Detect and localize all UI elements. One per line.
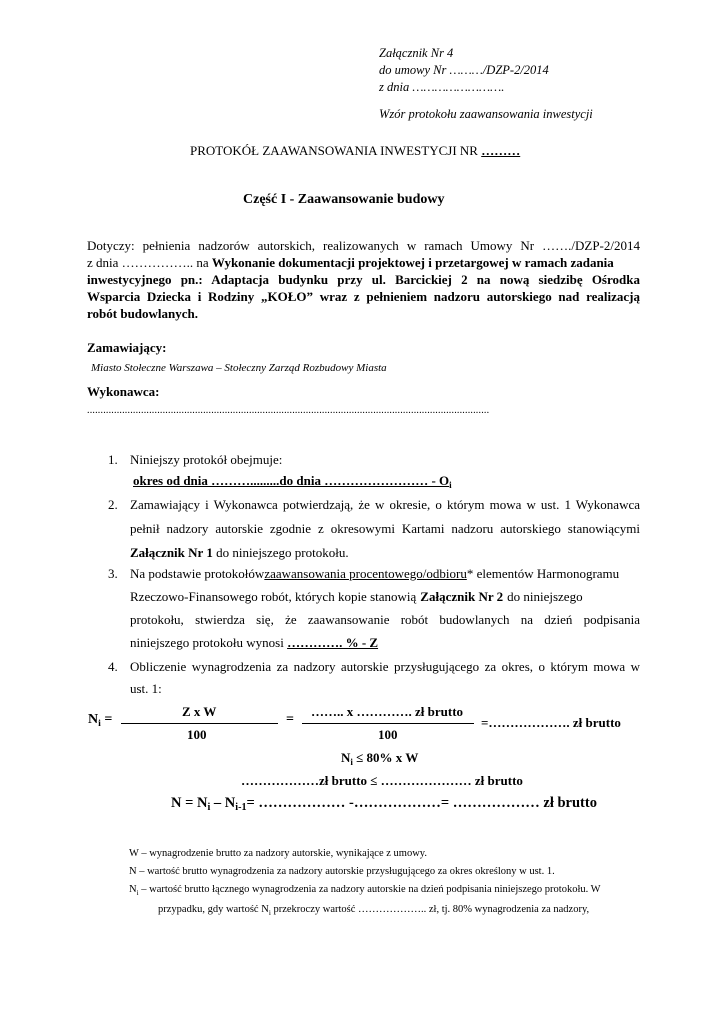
item-4-line-2: ust. 1: <box>130 681 162 696</box>
page-title <box>190 143 520 159</box>
contractor-label: Wykonawca: <box>87 384 160 399</box>
formula-condition-n: N <box>341 750 351 765</box>
item-3-line-2-b: do niniejszego <box>507 589 583 604</box>
title-text: PROTOKÓŁ ZAAWANSOWANIA INWESTYCJI NR <box>190 143 482 158</box>
item-3-line-2-a: Rzeczowo-Finansowego robót, których kopie stanowią <box>130 589 417 604</box>
formula-final-b: – N <box>210 795 236 811</box>
legend-ni-cont-sub: i <box>268 908 271 917</box>
formula-final-c: = ……………… -………………= ……………… zł brutto <box>246 795 597 811</box>
item-3-attachment: Załącznik Nr 2 <box>420 589 504 604</box>
formula-limit: ………………zł brutto ≤ ………………… zł brutto <box>241 773 523 788</box>
item-2-line-1: Zamawiający i Wykonawca potwierdzają, że w okresie, o którym mowa w ust. 1 Wykonawca <box>130 497 640 512</box>
formula-equals: = <box>286 712 294 727</box>
legend-w: W – wynagrodzenie brutto za nadzory autorskie, wynikające z umowy. <box>129 848 427 859</box>
item-2-number: 2. <box>108 497 118 512</box>
item-1-period <box>133 473 452 489</box>
item-1-text: Niniejszy protokół obejmuje: <box>130 452 283 467</box>
item-1-period-text: okres od dnia ……….........do dnia …………………… - O <box>133 473 450 488</box>
formula-fraction-2-bar <box>302 723 474 724</box>
item-1-period-sub: i <box>449 480 452 490</box>
item-2-text <box>130 497 640 569</box>
item-3-line-4-a: niniejszego protokołu wynosi <box>130 635 288 650</box>
subject-line-3: inwestycyjnego pn.: Adaptacja budynku przy ul. Barcickiej 2 na nową siedzibę Ośrodka <box>87 272 640 287</box>
legend-ni-cont-a: przypadku, gdy wartość N <box>158 904 269 915</box>
item-3-progress: …………. % - Z <box>287 635 379 650</box>
formula-fraction-1-denominator: 100 <box>187 727 207 742</box>
formula-fraction-1-bar <box>121 723 278 724</box>
formula-ni-n: N <box>88 712 99 727</box>
item-3-number: 3. <box>108 566 118 581</box>
legend-ni-n: N <box>129 884 137 895</box>
legend-ni-sub: i <box>136 888 139 897</box>
agreement-date: z dnia ……………………. <box>379 80 505 94</box>
item-3-text <box>130 566 640 658</box>
item-2-line-2: pełnił nadzory autorskie zgodnie z okresowymi Kartami nadzoru autorskiego stanowiącymi <box>130 521 640 536</box>
item-2-line-3-rest: do niniejszego protokołu. <box>212 545 349 560</box>
item-3-line-1-b: * elementów Harmonogramu <box>466 566 620 581</box>
item-3-line-4 <box>130 635 640 658</box>
formula-fraction-1-numerator: Z x W <box>182 704 217 719</box>
formula-condition-sub: i <box>350 757 353 767</box>
item-1-number: 1. <box>108 452 118 467</box>
subject-line-2-plain: z dnia …………….. na <box>87 255 212 270</box>
subject-line-1: Dotyczy: pełnienia nadzorów autorskich, realizowanych w ramach Umowy Nr ……./DZP-2/2014 <box>87 238 640 253</box>
formula-condition-rest: ≤ 80% x W <box>352 750 419 765</box>
formula-ni-eq: = <box>100 712 113 727</box>
subject-line-4: Wsparcia Dziecka i Rodziny „KOŁO” wraz z pełnieniem nadzoru autorskiego nad realizacją <box>87 289 640 304</box>
subject-line-5: robót budowlanych. <box>87 306 199 321</box>
item-4-line-1: Obliczenie wynagrodzenia za nadzory autorskie przysługującego za okres, o którym mowa w <box>130 659 640 674</box>
formula-ni-sub: i <box>98 718 101 729</box>
formula-fraction-2-numerator: …….. x …………. zł brutto <box>311 704 464 719</box>
subject-line-2-bold: Wykonanie dokumentacji projektowej i przetargowej w ramach zadania <box>211 255 614 270</box>
template-label: Wzór protokołu zaawansowania inwestycji <box>379 107 593 121</box>
legend-ni-text: – wartość brutto łącznego wynagrodzenia za nadzory autorskie na dzień podpisania niniejszego protokołu. W <box>138 884 601 895</box>
legend-n: N – wartość brutto wynagrodzenia za nadzory autorskie przysługującego za okres określony w ust. 1. <box>129 866 555 877</box>
subject-paragraph <box>87 238 640 323</box>
item-3-protocols-link: zaawansowania procentowego/odbioru <box>264 566 467 581</box>
agreement-number: do umowy Nr ………/DZP-2/2014 <box>379 63 549 77</box>
formula-final-a: N = N <box>171 795 208 811</box>
formula-ni-label <box>88 712 112 728</box>
item-3-line-1 <box>130 566 640 589</box>
formula-condition <box>341 750 418 766</box>
formula-final-sub-1: i <box>207 802 211 813</box>
legend-ni <box>129 884 601 895</box>
formula-final-sub-2: i-1 <box>235 802 247 813</box>
ordering-party-label: Zamawiający: <box>87 340 167 355</box>
item-3-line-2 <box>130 589 640 612</box>
formula-result: =………………. zł brutto <box>481 715 621 730</box>
formula-fraction-2-denominator: 100 <box>378 727 398 742</box>
item-4-number: 4. <box>108 659 118 674</box>
title-number: ……… <box>481 143 521 158</box>
legend-ni-continuation <box>158 904 589 915</box>
contractor-value: ..................................................................................................................................................... <box>87 405 490 416</box>
item-4-text <box>130 659 640 703</box>
legend-ni-cont-b: przekroczy wartość ……………….. zł, tj. 80% wynagrodzenia za nadzory, <box>270 904 590 915</box>
ordering-party-value: Miasto Stołeczne Warszawa – Stołeczny Zarząd Rozbudowy Miasta <box>91 362 387 374</box>
subject-line-2 <box>87 255 640 272</box>
formula-final <box>171 795 597 812</box>
item-2-attachment: Załącznik Nr 1 <box>130 545 213 560</box>
item-3-line-3: protokołu, stwierdza się, że zaawansowanie robót budowlanych na dzień podpisania <box>130 612 640 627</box>
item-3-line-1-a: Na podstawie protokołów <box>130 566 265 581</box>
attachment-label: Załącznik Nr 4 <box>379 46 454 60</box>
part-heading: Część I - Zaawansowanie budowy <box>243 192 445 207</box>
